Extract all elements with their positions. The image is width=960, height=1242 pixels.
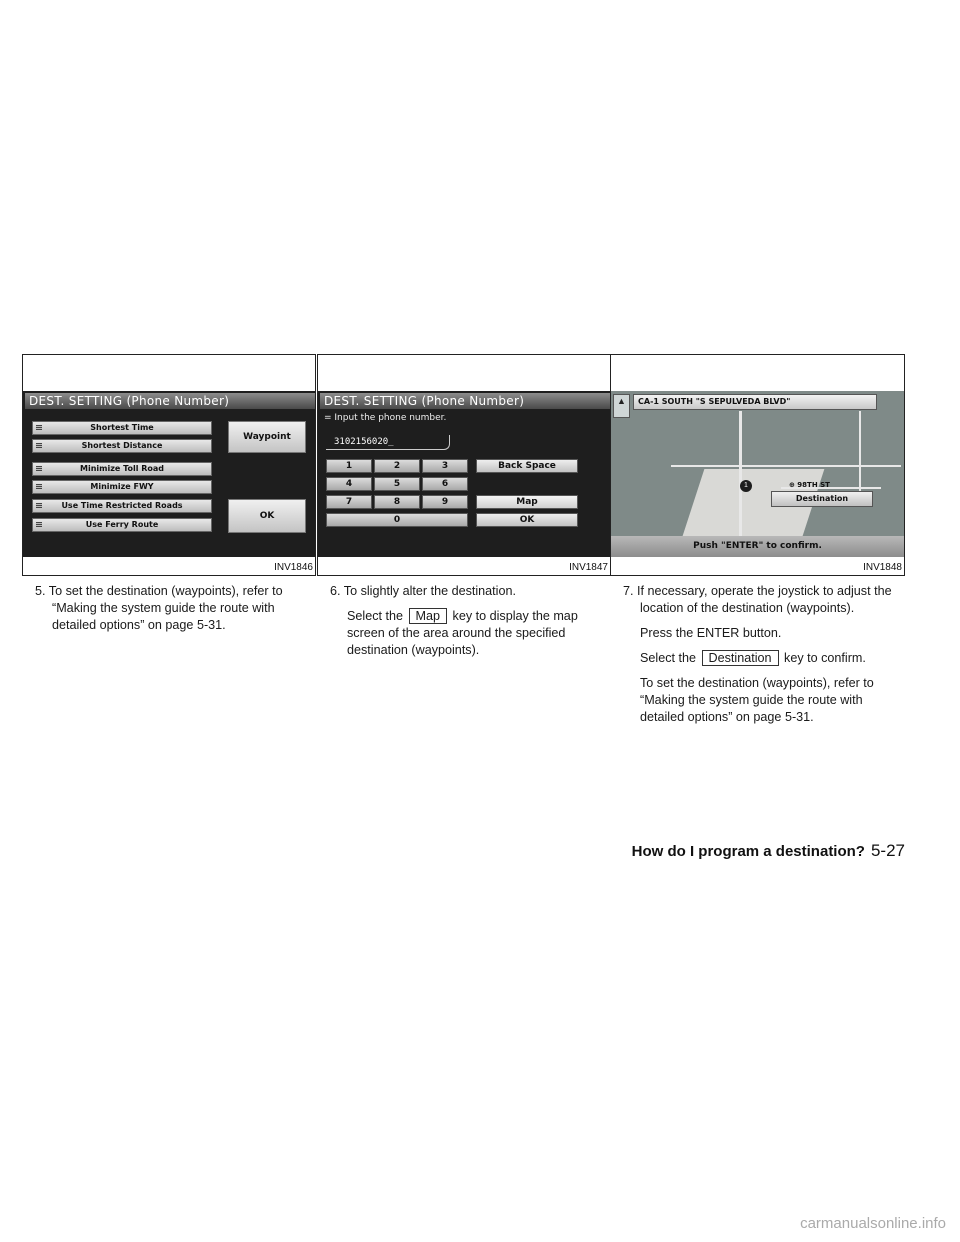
waypoint-button[interactable]: Waypoint: [228, 421, 306, 453]
section-title: How do I program a destination?: [631, 843, 865, 860]
phone-number-field[interactable]: 3102156020_: [326, 435, 450, 450]
step-7-text: 7. If necessary, operate the joystick to adjust the location of the destination (waypoints).: [623, 584, 892, 615]
key-6[interactable]: 6: [422, 477, 468, 491]
map-button[interactable]: Map: [476, 495, 578, 509]
back-space-button[interactable]: Back Space: [476, 459, 578, 473]
text-column-2: [330, 583, 610, 659]
nav-screen-phone-input: [318, 391, 610, 557]
step-7-refer-text: To set the destination (waypoints), refer to “Making the system guide the route with detailed options” on page 5-31.: [640, 676, 874, 724]
nav-screen-route-options: [23, 391, 315, 557]
ok-button[interactable]: OK: [476, 513, 578, 527]
key-5[interactable]: 5: [374, 477, 420, 491]
key-2[interactable]: 2: [374, 459, 420, 473]
ok-button[interactable]: OK: [228, 499, 306, 533]
confirm-message: Push "ENTER" to confirm.: [611, 536, 904, 557]
screen-title: DEST. SETTING (Phone Number): [25, 393, 315, 409]
key-7[interactable]: 7: [326, 495, 372, 509]
checkbox-icon: [36, 484, 42, 489]
option-shortest-distance[interactable]: Shortest Distance: [32, 439, 212, 453]
street-label: ⊕ 98TH ST: [789, 481, 830, 489]
step-5-text: 5. To set the destination (waypoints), refer to “Making the system guide the route with detailed options” on page 5-31.: [35, 584, 283, 632]
option-shortest-time[interactable]: Shortest Time: [32, 421, 212, 435]
figure-route-options: [22, 354, 316, 576]
key-3[interactable]: 3: [422, 459, 468, 473]
checkbox-icon: [36, 443, 42, 448]
nav-screen-map: [611, 391, 904, 557]
option-use-ferry-route[interactable]: Use Ferry Route: [32, 518, 212, 532]
option-use-time-restricted-roads[interactable]: Use Time Restricted Roads: [32, 499, 212, 513]
map-road: [859, 411, 861, 491]
figure-phone-input: [317, 354, 611, 576]
road-name-banner: CA-1 SOUTH "S SEPULVEDA BLVD": [633, 394, 877, 410]
key-8[interactable]: 8: [374, 495, 420, 509]
checkbox-icon: [36, 503, 42, 508]
compass-icon[interactable]: ▲: [613, 394, 630, 418]
step-6-text: 6. To slightly alter the destination.: [330, 584, 516, 598]
screen-title: DEST. SETTING (Phone Number): [320, 393, 610, 409]
input-prompt: = Input the phone number.: [324, 413, 447, 423]
watermark: carmanualsonline.info: [800, 1215, 946, 1232]
figure-map-confirm: [610, 354, 905, 576]
page-footer: [632, 841, 905, 861]
key-0[interactable]: 0: [326, 513, 468, 527]
map-road: [739, 411, 742, 539]
destination-button[interactable]: Destination: [771, 491, 873, 507]
map-road: [671, 465, 901, 467]
figure-label: INV1848: [863, 562, 902, 573]
destination-pin-icon: 1: [740, 480, 752, 492]
option-minimize-toll-road[interactable]: Minimize Toll Road: [32, 462, 212, 476]
figure-label: INV1847: [569, 562, 608, 573]
checkbox-icon: [36, 522, 42, 527]
text-column-1: [35, 583, 315, 634]
figure-label: INV1846: [274, 562, 313, 573]
destination-key-label: Destination: [702, 650, 779, 666]
key-9[interactable]: 9: [422, 495, 468, 509]
step-7-press-text: Press the ENTER button.: [640, 626, 782, 640]
key-1[interactable]: 1: [326, 459, 372, 473]
step-6-select-text: Select the Map key to display the map screen of the area around the specified destination (waypoints).: [347, 609, 578, 657]
text-column-3: [623, 583, 903, 726]
key-4[interactable]: 4: [326, 477, 372, 491]
step-7-select-text: Select the Destination key to confirm.: [640, 651, 866, 665]
map-key-label: Map: [409, 608, 448, 624]
page-number: 5-27: [870, 841, 905, 860]
option-minimize-fwy[interactable]: Minimize FWY: [32, 480, 212, 494]
checkbox-icon: [36, 466, 42, 471]
checkbox-icon: [36, 425, 42, 430]
